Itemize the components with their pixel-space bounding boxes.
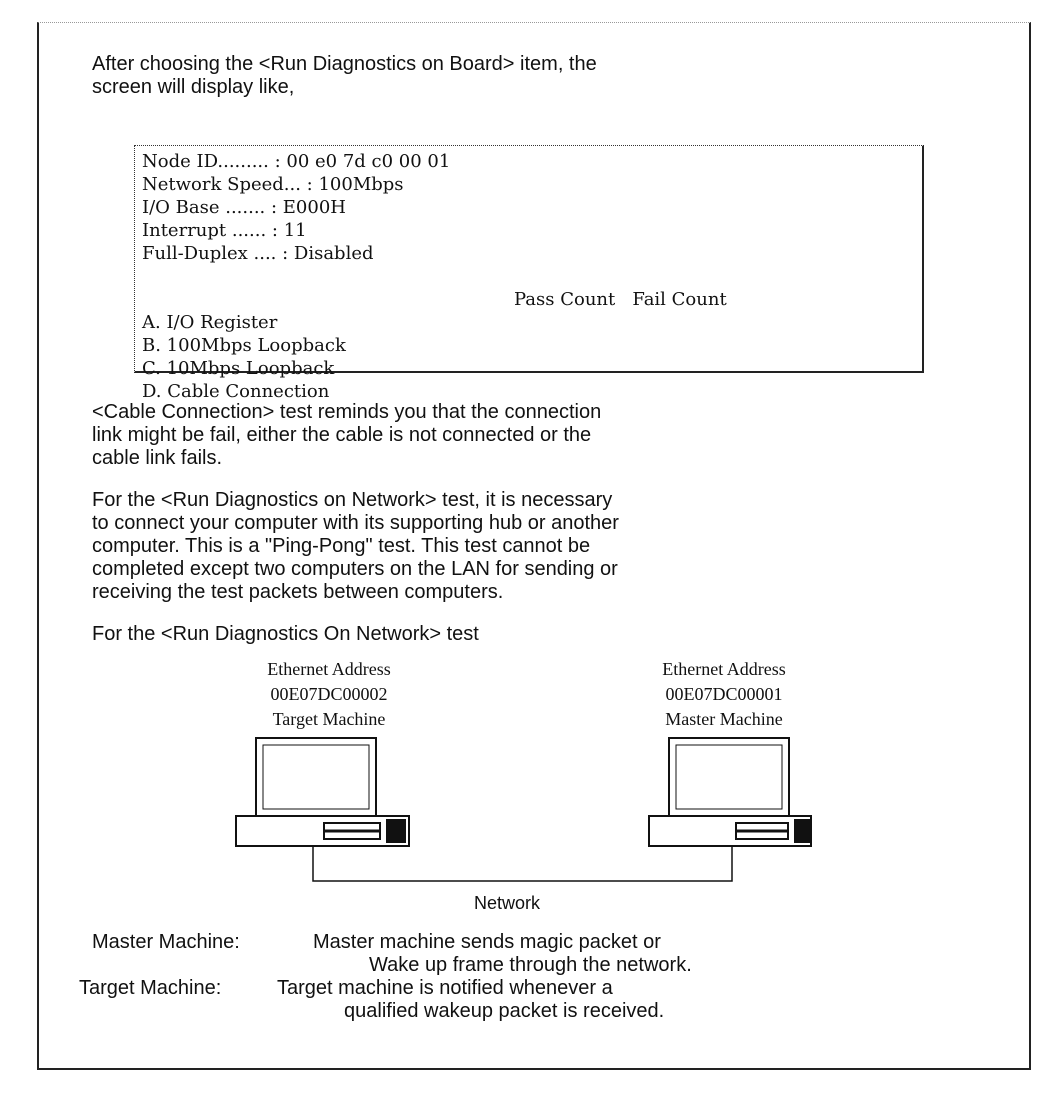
console-count-header: Pass Count Fail Count xyxy=(514,289,727,310)
console-test-100mbps-loopback: B. 100Mbps Loopback xyxy=(142,335,346,356)
console-node-id: Node ID......... : 00 e0 7d c0 00 01 xyxy=(142,151,451,172)
manual-page xyxy=(37,22,1031,1070)
master-address-label: Ethernet Address xyxy=(662,659,786,679)
diagnostics-console xyxy=(134,145,924,402)
console-test-io-register: A. I/O Register xyxy=(142,312,278,333)
target-definition-line-1: Target machine is notified whenever a xyxy=(277,977,613,999)
cable-connection-paragraph: <Cable Connection> test reminds you that the connection link might be fail, either the cable is not connected or the cable link fails. xyxy=(92,401,602,469)
network-test-heading: For the <Run Diagnostics On Network> test xyxy=(92,623,479,645)
target-role-label: Target Machine xyxy=(272,709,386,729)
network-test-paragraph: For the <Run Diagnostics on Network> test, it is necessary to connect your computer with its supporting hub or another computer. This is a "Ping-Pong" test. This test cannot be completed except two computers on the LAN for sending or receiving the test packets between computers. xyxy=(92,489,619,603)
master-term: Master Machine: xyxy=(92,931,240,953)
console-test-10mbps-loopback: C. 10Mbps Loopback xyxy=(142,358,335,379)
console-test-cable-connection: D. Cable Connection xyxy=(142,381,330,402)
target-definition-line-2: qualified wakeup packet is received. xyxy=(344,1000,665,1022)
console-interrupt: Interrupt ...... : 11 xyxy=(142,220,307,241)
network-cable xyxy=(313,846,732,881)
master-role-label: Master Machine xyxy=(665,709,783,729)
target-address-label: Ethernet Address xyxy=(267,659,391,679)
master-definition-line-1: Master machine sends magic packet or xyxy=(313,931,661,953)
console-full-duplex: Full-Duplex .... : Disabled xyxy=(142,243,374,264)
target-address-value: 00E07DC00002 xyxy=(270,684,388,704)
master-computer-icon xyxy=(649,738,811,846)
console-network-speed: Network Speed... : 100Mbps xyxy=(142,174,404,195)
target-term: Target Machine: xyxy=(79,977,222,999)
console-io-base: I/O Base ....... : E000H xyxy=(142,197,346,218)
master-address-value: 00E07DC00001 xyxy=(665,684,783,704)
target-computer-icon xyxy=(236,738,409,846)
network-label: Network xyxy=(473,893,540,913)
intro-paragraph: After choosing the <Run Diagnostics on Board> item, the screen will display like, xyxy=(92,53,597,98)
master-definition-line-2: Wake up frame through the network. xyxy=(369,954,692,976)
